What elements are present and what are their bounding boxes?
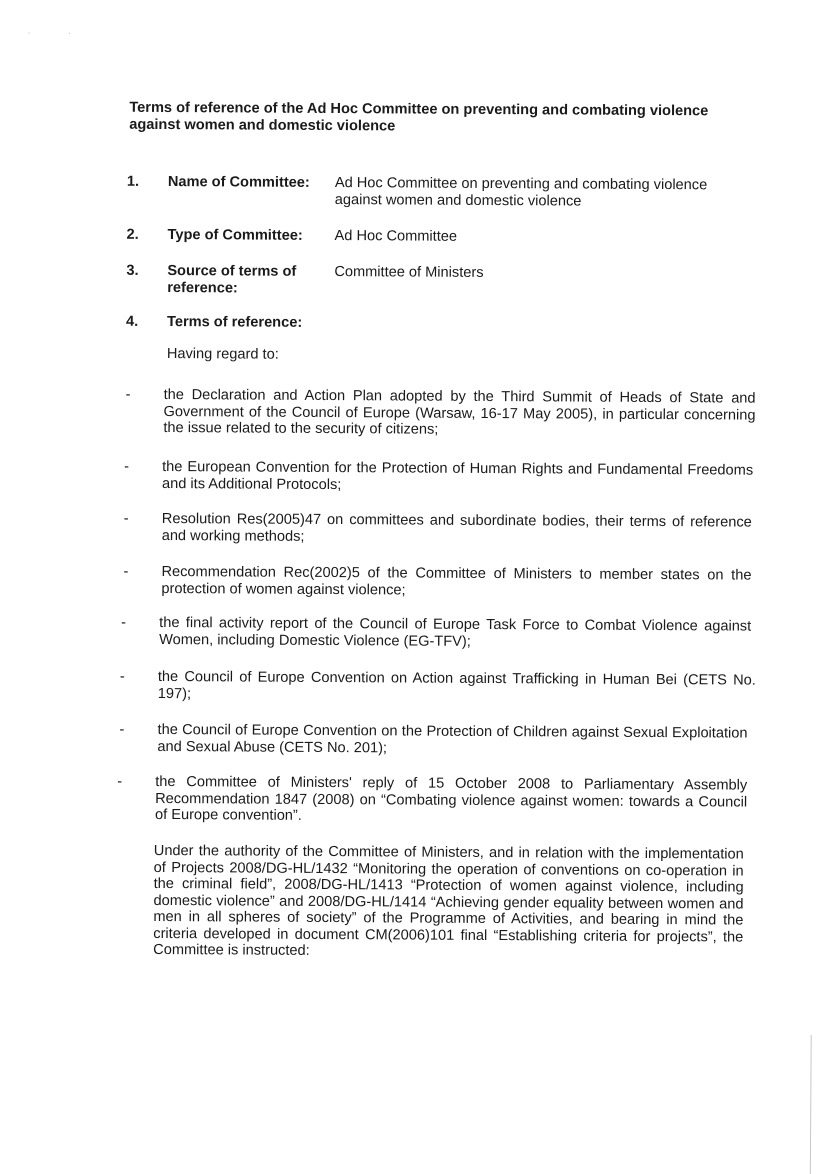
list-item [117,773,748,827]
item-number: 4. [125,313,139,330]
closing-paragraph: Under the authority of the Committee of Ministers, and in relation with the implementation of Projects 2008/DG-HL/1432 “Monitoring the operation of conventions on co-operation in the criminal field”, 2008/DG-HL/1413 “Protection of women against violence, including domestic violence” and 2008/DG-HL/1414 “Achieving gender equality between women and men in all spheres of society” of the Programme of Activities, and bearing in mind the criteria developed in document CM(2006)101 final “Establishing criteria for projects”, the Committee is instructed: [153,842,744,959]
bullet-dash: - [121,614,127,631]
list-item [125,386,756,440]
item-value: Ad Hoc Committee [334,228,458,245]
list-item [121,614,752,652]
list-item-text: the final activity report of the Council of Europe Task Force to Combat Violence against Women, including Domestic Violence (EG-TFV); [159,614,752,650]
bullet-dash: - [119,668,125,685]
item-value: Ad Hoc Committee on preventing and combating violence against women and domestic violence [334,175,708,210]
scan-specks: · · [27,28,71,38]
list-item-text: Resolution Res(2005)47 on committees and subordinate bodies, their terms of reference and working methods; [161,510,752,545]
list-item [123,563,752,601]
list-item [119,721,748,759]
bullet-dash: - [123,563,129,580]
item-label: Terms of reference: [166,314,303,331]
list-item-text: the Declaration and Action Plan adopted by the Third Summit of Heads of State and Government of the Council of Europe (Warsaw, 16-17 May 2005), in particular concerning the issue related to the security of citizens; [163,387,756,438]
item-value: Committee of Ministers [334,264,484,281]
list-item [119,668,756,706]
list-item-text: Recommendation Rec(2002)5 of the Committee of Ministers to member states on the protection of women against violence; [161,563,752,598]
document-title: Terms of reference of the Ad Hoc Committee on preventing and combating violence against women and domestic violence [129,99,709,135]
list-item-text: the Council of Europe Convention on Action against Trafficking in Human Bei (CETS No. 197); [157,668,756,702]
item-number: 1. [126,173,140,190]
item-number: 3. [126,262,139,279]
bullet-dash: - [124,458,130,475]
item-label: Source of terms of reference: [167,263,297,297]
bullet-dash: - [123,510,129,527]
list-item-text: the Council of Europe Convention on the Protection of Children against Sexual Exploitation and Sexual Abuse (CETS No. 201); [157,721,748,756]
item-label: Name of Committee: [167,174,310,191]
bullet-dash: - [119,721,125,738]
list-item-text: the European Convention for the Protection of Human Rights and Fundamental Freedoms and its Additional Protocols; [162,458,754,493]
list-item [123,510,752,548]
having-regard-intro: Having regard to: [166,346,279,363]
list-item [124,458,754,496]
item-label: Type of Committee: [167,227,303,244]
bullet-dash: - [125,386,131,403]
list-item-text: the Committee of Ministers' reply of 15 October 2008 to Parliamentary Assembly Recommendation 1847 (2008) on “Combating violence against women: towards a Council of Europe convention”. [154,773,748,824]
item-number: 2. [126,226,139,243]
scan-edge-line [810,1035,812,1174]
bullet-dash: - [117,773,123,790]
